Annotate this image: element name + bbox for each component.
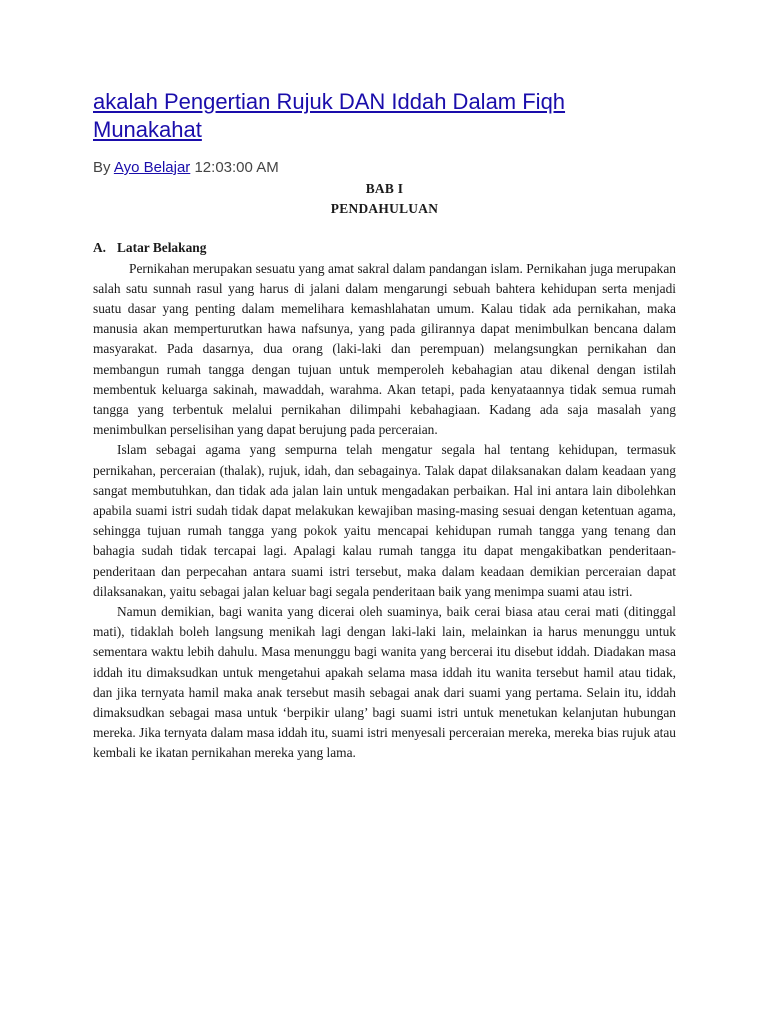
section-heading: [93, 238, 676, 258]
paragraph: Pernikahan merupakan sesuatu yang amat sakral dalam pandangan islam. Pernikahan juga merupakan salah satu sunnah rasul yang harus di jalani dalam mengarungi sebuah bahtera kehidupan serta menjadi suatu dasar yang penting dalam memelihara kemashlahatan umum. Kalau tidak ada pernikahan, maka manusia akan memperturutkan hawa nafsunya, yang pada gilirannya dapat menimbulkan bencana dalam masyarakat. Pada dasarnya, dua orang (laki-laki dan perempuan) melangsungkan pernikahan dan membangun rumah tangga dengan tujuan untuk memperoleh kebahagian atau dikenal dengan istilah membentuk keluarga sakinah, mawaddah, warahma. Akan tetapi, pada kenyataannya tidak semua rumah tangga yang terbentuk melalui pernikahan dilimpahi kebahagiaan. Kadang ada saja masalah yang menimbulkan perselisihan yang dapat berujung pada perceraian.: [93, 260, 676, 438]
section-title: Latar Belakang: [117, 240, 207, 256]
author-link[interactable]: Ayo Belajar: [113, 159, 191, 176]
section-number: A.: [93, 240, 107, 256]
document-body: [93, 179, 676, 764]
post-time: 12:03:00 AM: [194, 159, 279, 176]
chapter-number: BAB I: [365, 181, 404, 196]
chapter-title: PENDAHULUAN: [330, 201, 439, 217]
article-container: [93, 88, 676, 764]
article-title-link[interactable]: akalah Pengertian Rujuk DAN Iddah Dalam Fiqh Munakahat: [93, 89, 566, 142]
paragraph: Islam sebagai agama yang sempurna telah mengatur segala hal tentang kehidupan, termasuk pernikahan, perceraian (thalak), rujuk, idah, dan sebagainya. Talak dapat dilaksanakan dalam keadaan yang sangat membutuhkan, dan tidak ada jalan lain untuk mengadakan perbaikan. Hal ini antara lain dibolehkan apabila suami istri sudah tidak dapat melakukan kewajiban masing-masing sesuai dengan ketentuan agama, sehingga tujuan rumah tangga yang pokok yaitu mencapai kehidupan rumah tangga yang tenang dan bahagia sudah tidak tercapai lagi. Apalagi kalau rumah tangga itu dapat mengakibatkan penderitaan-penderitaan dan perpecahan antara suami istri tersebut, maka dalam keadaan demikian perceraian dapat dilaksanakan, yaitu sebagai jalan keluar bagi segala penderitaan baik yang menimpa suami atau istri.: [93, 442, 676, 599]
paragraph: Namun demikian, bagi wanita yang dicerai oleh suaminya, baik cerai biasa atau cerai mati (ditinggal mati), tidaklah boleh langsung menikah lagi dengan laki-laki lain, melainkan ia harus menunggu untuk sementara waktu lebih dahulu. Masa menunggu bagi wanita yang bercerai itu disebut iddah. Diadakan masa iddah itu dimaksudkan untuk mengetahui apakah selama masa iddah itu wanita tersebut hamil atau tidak, dan jika ternyata hamil maka anak tersebut masih sebagai anak dari suami yang pertama. Selain itu, iddah dimaksudkan sebagai masa untuk ‘berpikir ulang’ bagi suami istri untuk menetukan kelanjutan hubungan mereka. Jika ternyata dalam masa iddah itu, suami istri menyesali perceraian mereka, mereka bias rujuk atau kembali ke ikatan pernikahan mereka yang lama.: [93, 604, 676, 761]
byline-prefix: By: [93, 159, 111, 176]
byline: [93, 159, 676, 177]
